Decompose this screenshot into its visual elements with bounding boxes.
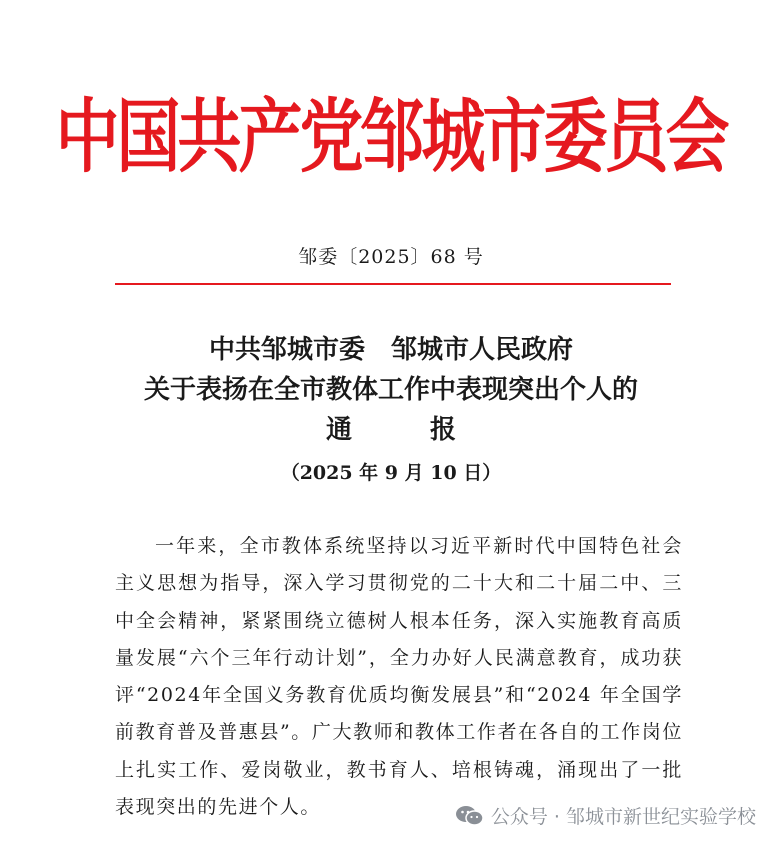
title-line-3 <box>0 410 782 450</box>
wechat-watermark <box>451 800 760 831</box>
issue-date: （2025 年 9 月 10 日） <box>280 462 502 484</box>
title-line-1: 中共邹城市委 邹城市人民政府 <box>208 335 573 365</box>
title-char-bao: 报 <box>430 415 457 445</box>
wechat-icon <box>455 804 485 828</box>
watermark-text: 公众号 · 邹城市新世纪实验学校 <box>490 806 756 828</box>
body-paragraph: 一年来，全市教体系统坚持以习近平新时代中国特色社会主义思想为指导，深入学习贯彻党的二十大和二十届二中、三中全会精神，紧紧围绕立德树人根本任务，深入实施教育高质量发展“六个三年行动计划”，全力办好人民满意教育，成功获评“2024年全国义务教育优质均衡发展县”和“2024 年全国学前教育普及普惠县”。广大教师和教体工作者在各自的工作岗位上扎实工作、爱岗敬业，教书育人、培根铸魂，涌现出了一批表现突出的先进个人。 <box>115 535 683 819</box>
title-char-tong: 通 <box>325 415 352 445</box>
red-divider <box>115 283 671 285</box>
document-number: 邹委〔2025〕68 号 <box>298 246 484 268</box>
masthead-organization: 中国共产党邹城市委员会 <box>55 90 727 185</box>
title-line-2: 关于表扬在全市教体工作中表现突出个人的 <box>143 375 638 405</box>
